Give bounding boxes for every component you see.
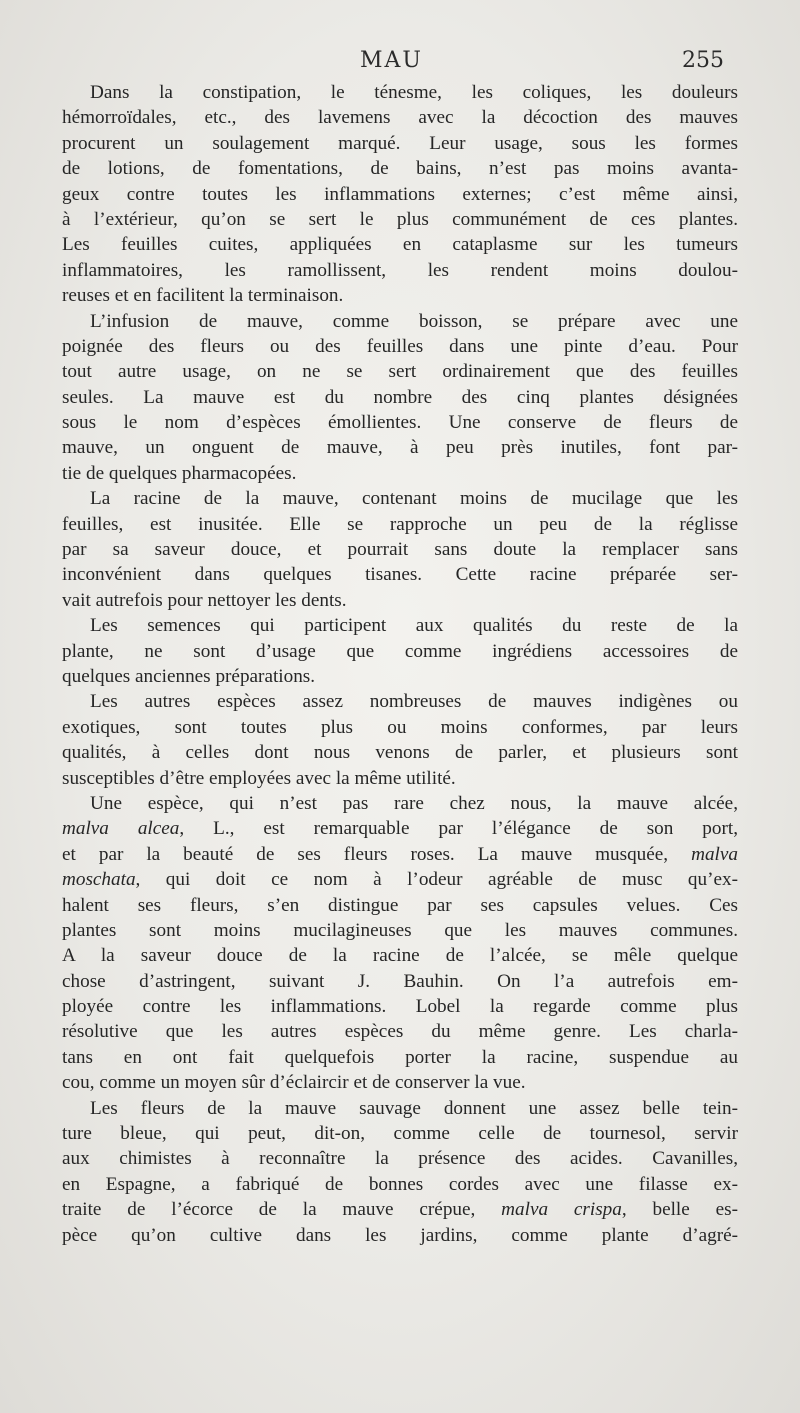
- text-line: [62, 283, 738, 308]
- text-line: [62, 1019, 738, 1044]
- running-head: [0, 48, 800, 78]
- line-text: procurent un soulagement marqué. Leur usage, sous les formes: [62, 132, 738, 154]
- text-line: [62, 80, 738, 105]
- text-line: [62, 613, 738, 638]
- body-text: [62, 80, 738, 1248]
- line-text: susceptibles d’être employées avec la même utilité.: [62, 767, 456, 789]
- text-line: [62, 562, 738, 587]
- text-line: [62, 207, 738, 232]
- text-line: [62, 182, 738, 207]
- line-text: Les autres espèces assez nombreuses de mauves indigènes ou: [90, 691, 738, 713]
- text-line: [62, 1146, 738, 1171]
- line-text: tout autre usage, on ne se sert ordinairement que des feuilles: [62, 361, 738, 383]
- line-text: à l’extérieur, qu’on se sert le plus communément de ces plantes.: [62, 208, 738, 230]
- line-text: ployée contre les inflammations. Lobel la regarde comme plus: [62, 996, 738, 1018]
- line-text: inflammatoires, les ramollissent, les rendent moins doulou-: [62, 259, 738, 281]
- running-head-title: MAU: [360, 48, 423, 73]
- line-text: de lotions, de fomentations, de bains, n’est pas moins avanta-: [62, 158, 738, 180]
- line-text: tans en ont fait quelquefois porter la racine, suspendue au: [62, 1046, 738, 1068]
- line-text: La racine de la mauve, contenant moins de mucilage que les: [90, 488, 738, 510]
- text-line: [62, 232, 738, 257]
- italic-term: malva alcea: [62, 818, 180, 840]
- line-text: ture bleue, qui peut, dit-on, comme celle de tournesol, servir: [62, 1123, 738, 1145]
- text-line: [62, 537, 738, 562]
- text-line: [62, 486, 738, 511]
- line-text: Dans la constipation, le ténesme, les coliques, les douleurs: [90, 82, 738, 103]
- line-text: cou, comme un moyen sûr d’éclaircir et de conserver la vue.: [62, 1072, 526, 1094]
- text-line: [62, 105, 738, 130]
- text-line: [62, 664, 738, 689]
- text-line: [62, 689, 738, 714]
- line-text: A la saveur douce de la racine de l’alcée, se mêle quelque: [62, 945, 738, 967]
- text-line: [62, 994, 738, 1019]
- line-text: résolutive que les autres espèces du même genre. Les charla-: [62, 1021, 738, 1043]
- text-line: [62, 766, 738, 791]
- text-line: [62, 893, 738, 918]
- line-text: qualités, à celles dont nous venons de parler, et plusieurs sont: [62, 742, 738, 764]
- line-text: feuilles, est inusitée. Elle se rapproche un peu de la réglisse: [62, 513, 738, 535]
- line-text: reuses et en facilitent la terminaison.: [62, 285, 344, 307]
- text-line: [62, 918, 738, 943]
- text-line: [62, 1197, 738, 1222]
- line-text: Les fleurs de la mauve sauvage donnent une assez belle tein-: [90, 1097, 738, 1119]
- text-line: [62, 1045, 738, 1070]
- line-text: quelques anciennes préparations.: [62, 665, 316, 687]
- text-line: [62, 258, 738, 283]
- line-text: tie de quelques pharmacopées.: [62, 462, 297, 484]
- italic-term: moschata: [62, 869, 136, 891]
- line-text: , L., est remarquable par l’élégance de son port,: [179, 818, 738, 840]
- text-line: [62, 867, 738, 892]
- text-line: [62, 1172, 738, 1197]
- line-text: sous le nom d’espèces émollientes. Une conserve de fleurs de: [62, 412, 738, 434]
- line-text: hémorroïdales, etc., des lavemens avec la décoction des mauves: [62, 107, 738, 129]
- line-text: chose d’astringent, suivant J. Bauhin. On l’a autrefois em-: [62, 970, 738, 992]
- line-text: Les feuilles cuites, appliquées en cataplasme sur les tumeurs: [62, 234, 738, 256]
- text-line: [62, 435, 738, 460]
- text-line: [62, 588, 738, 613]
- line-text: par sa saveur douce, et pourrait sans doute la remplacer sans: [62, 539, 738, 561]
- text-line: [62, 1096, 738, 1121]
- line-text: aux chimistes à reconnaître la présence des acides. Cavanilles,: [62, 1148, 738, 1170]
- text-line: [62, 842, 738, 867]
- text-line: [62, 791, 738, 816]
- line-text: seules. La mauve est du nombre des cinq plantes désignées: [62, 386, 738, 408]
- line-text: inconvénient dans quelques tisanes. Cette racine préparée ser-: [62, 564, 738, 586]
- line-text: en Espagne, a fabriqué de bonnes cordes avec une filasse ex-: [62, 1173, 738, 1195]
- line-text: mauve, un onguent de mauve, à peu près inutiles, font par-: [62, 437, 738, 459]
- line-text: , belle es-: [621, 1199, 738, 1221]
- line-text: exotiques, sont toutes plus ou moins conformes, par leurs: [62, 716, 738, 738]
- text-line: [62, 1121, 738, 1146]
- line-text: Les semences qui participent aux qualités du reste de la: [90, 615, 738, 637]
- text-line: [62, 816, 738, 841]
- text-line: [62, 359, 738, 384]
- line-text: plante, ne sont d’usage que comme ingrédiens accessoires de: [62, 640, 738, 662]
- line-text: poignée des fleurs ou des feuilles dans une pinte d’eau. Pour: [62, 335, 738, 357]
- text-line: [62, 309, 738, 334]
- line-text: halent ses fleurs, s’en distingue par ses capsules velues. Ces: [62, 894, 738, 916]
- italic-term: malva: [691, 843, 738, 865]
- line-text: , qui doit ce nom à l’odeur agréable de musc qu’ex-: [135, 869, 738, 891]
- text-line: [62, 943, 738, 968]
- text-line: [62, 156, 738, 181]
- text-line: [62, 461, 738, 486]
- text-line: [62, 131, 738, 156]
- line-text: plantes sont moins mucilagineuses que les mauves communes.: [62, 919, 738, 941]
- text-line: [62, 740, 738, 765]
- line-text: pèce qu’on cultive dans les jardins, comme plante d’agré-: [62, 1224, 738, 1246]
- line-text: L’infusion de mauve, comme boisson, se prépare avec une: [90, 310, 738, 332]
- text-line: [62, 715, 738, 740]
- line-text: vait autrefois pour nettoyer les dents.: [62, 589, 347, 611]
- text-line: [62, 1070, 738, 1095]
- line-text: Une espèce, qui n’est pas rare chez nous, la mauve alcée,: [90, 792, 738, 814]
- italic-term: malva crispa: [501, 1199, 622, 1221]
- text-line: [62, 639, 738, 664]
- line-text: traite de l’écorce de la mauve crépue,: [62, 1199, 502, 1221]
- text-line: [62, 410, 738, 435]
- text-line: [62, 385, 738, 410]
- line-text: et par la beauté de ses fleurs roses. La mauve musquée,: [62, 843, 692, 865]
- text-line: [62, 334, 738, 359]
- text-line: [62, 969, 738, 994]
- text-line: [62, 1223, 738, 1248]
- line-text: geux contre toutes les inflammations externes; c’est même ainsi,: [62, 183, 738, 205]
- text-line: [62, 512, 738, 537]
- page-number: 255: [682, 48, 724, 73]
